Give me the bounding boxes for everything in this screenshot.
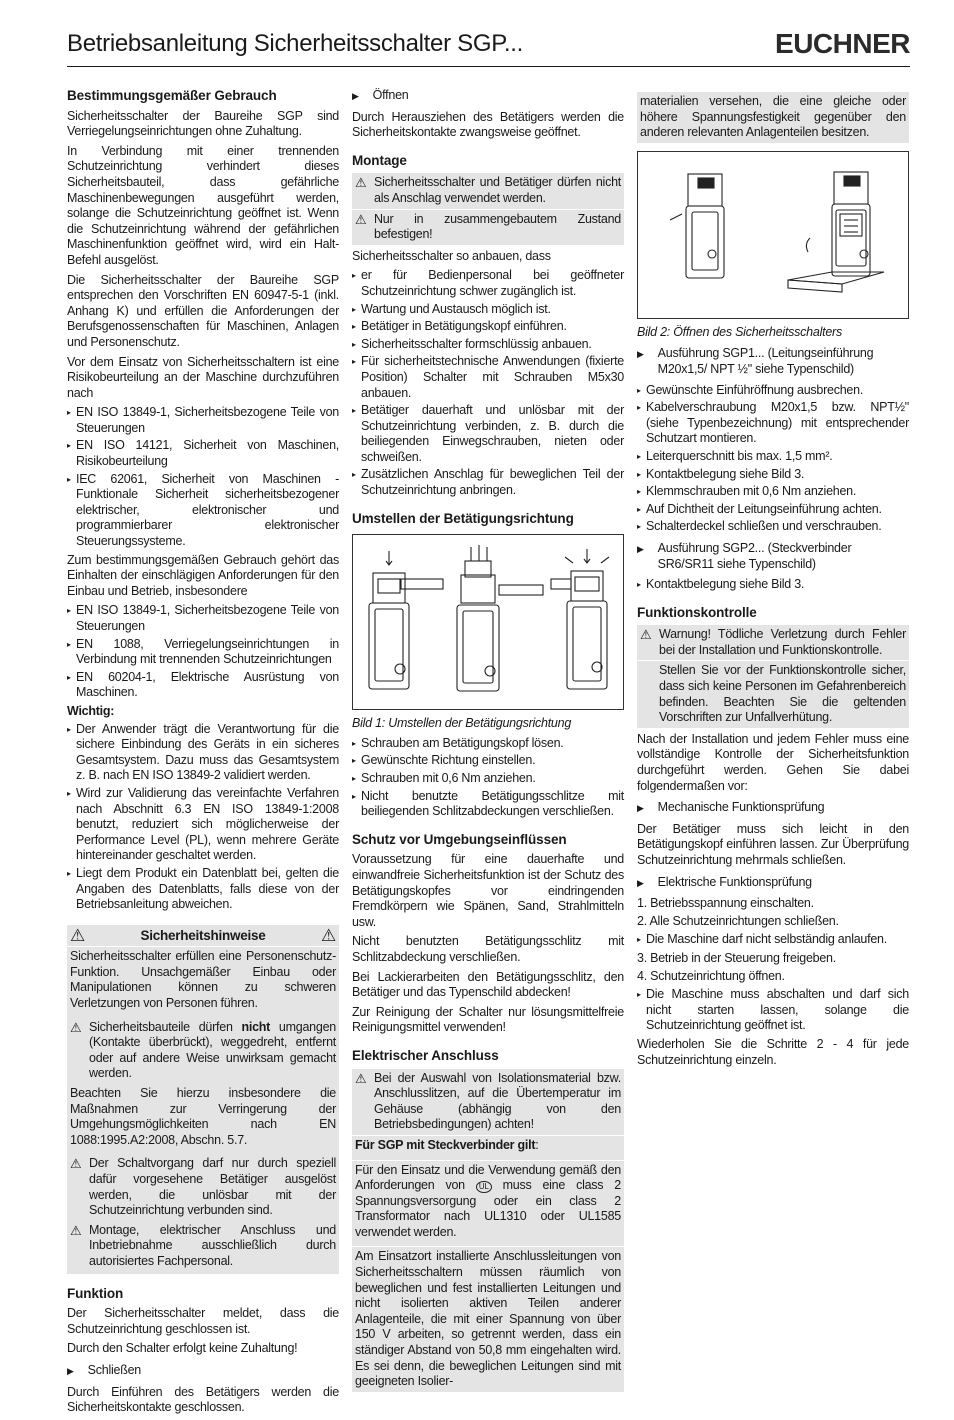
umstellen-list — [352, 736, 624, 820]
page-header — [67, 24, 910, 67]
list-item: ▸ Klemmschrauben mit 0,6 Nm anziehen. — [637, 484, 909, 500]
warning-text: umgangen (Kontakte überbrückt), weggedreht, entfernt oder auf andere Weise unwirksam gemacht werden. — [89, 1019, 336, 1081]
column-2 — [352, 88, 624, 1396]
paragraph: Am Einsatzort installierte Anschlussleitungen von Sicherheitsschaltern müssen räumlich von beweglichen und fest installierten Leitungen und nicht isolierten aktiven Teilen anderer Anlagenteile, die mit einer Spannung von über 150 V arbeiten, so getrennt werden, dass ein ständiger Abstand von 50,8 mm eingehalten wird. Es sei denn, die beweglichen Leitungen sind mit geeigneten Isolier- — [352, 1246, 624, 1391]
list-item: ▸ Kontaktbelegung siehe Bild 3. — [637, 467, 909, 483]
warning-triangle-icon: ⚠ — [321, 925, 336, 945]
sgp1-list — [637, 383, 909, 535]
warning-text: Sicherheitsbauteile dürfen — [89, 1019, 242, 1034]
safety-box — [67, 925, 339, 1274]
list-item: ▸ EN ISO 13849-1, Sicherheitsbezogene Teile von Steuerungen — [67, 603, 339, 634]
sgp2-list — [637, 577, 909, 593]
list-item: ▸ Wird zur Validierung das vereinfachte Verfahren nach Abschnitt 6.3 EN ISO 13849-1:2008 benutzt, reduziert sich möglicherweise der Performance Level (PL), wenn mehrere Geräte hintereinander geschaltet werden. — [67, 786, 339, 864]
paragraph: muss eine class 2 Spannungsversorgung oder ein class 2 Transformator nach UL1310 oder UL1585 verwendet werden. — [355, 1178, 621, 1239]
subheading-text: Ausführung SGP1... (Leitungseinführung M20x1,5/ NPT ½" siehe Typenschild) — [657, 346, 874, 376]
list-item: ▸ Schalterdeckel schließen und verschrauben. — [637, 519, 909, 535]
warning-text: Montage, elektrischer Anschluss und Inbetriebnahme ausschließlich durch autorisiertes Fachpersonal. — [89, 1222, 336, 1268]
arrow-right-icon: ▶ — [637, 543, 644, 554]
switch-actuating-direction-drawing — [353, 535, 623, 709]
paragraph: In Verbindung mit einer trennenden Schutzeinrichtung verhindert dieses Sicherheitsbauteil, dass gefährliche Maschinenbewegungen ausgeführt werden, solange die Schutzeinrichtung geöffnet ist. Wenn die Schutzeinrichtung während der gefährlichen Maschinenfunktion geöffnet wird, wird ein Halt-Befehl ausgelöst. — [67, 143, 339, 267]
paragraph: Vor dem Einsatz von Sicherheitsschaltern ist eine Risikobeurteilung an der Maschine durchzuführen nach — [67, 354, 339, 400]
list-item: ▸ EN 1088, Verriegelungseinrichtungen in Verbindung mit trennenden Schutzeinrichtungen — [67, 637, 339, 668]
document-title: Betriebsanleitung Sicherheitsschalter SGP... — [67, 30, 523, 57]
arrow-right-icon: ▶ — [352, 91, 359, 101]
test-result-list — [637, 987, 909, 1034]
test-steps-list — [637, 951, 909, 984]
list-item: ▸ Schrauben am Betätigungskopf lösen. — [352, 736, 624, 752]
list-item: ▸ Gewünschte Richtung einstellen. — [352, 753, 624, 769]
step-item: 4. Schutzeinrichtung öffnen. — [637, 968, 785, 983]
requirements-list — [67, 603, 339, 701]
heading-funktion: Funktion — [67, 1285, 124, 1301]
step-item: 1. Betriebsspannung einschalten. — [637, 896, 814, 911]
list-item: ▸ EN ISO 13849-1, Sicherheitsbezogene Teile von Steuerungen — [67, 405, 339, 436]
warning-note — [67, 1154, 339, 1220]
list-item: ▸ Nicht benutzte Betätigungsschlitze mit beiliegenden Schlitzabdeckungen verschließen. — [352, 789, 624, 820]
list-item: ▸ Auf Dichtheit der Leitungseinführung achten. — [637, 502, 909, 518]
list-item: ▸ Sicherheitsschalter formschlüssig anbauen. — [352, 337, 624, 353]
figure-1-caption: Bild 1: Umstellen der Betätigungsrichtung — [352, 716, 572, 731]
list-item: ▸ Betätiger dauerhaft und unlösbar mit der Schutzeinrichtung verbinden, z. B. durch die beiliegenden Einwegschrauben, nieten oder schweißen. — [352, 403, 624, 465]
paragraph: Bei Lackierarbeiten den Betätigungsschlitz, den Betätiger und das Typenschild abdecken! — [352, 969, 624, 1000]
list-item: ▸ Leiterquerschnitt bis max. 1,5 mm². — [637, 449, 909, 465]
funktionskontrolle-warning-box — [637, 625, 909, 728]
subheading-text: Elektrische Funktionsprüfung — [657, 874, 812, 889]
column-3 — [637, 92, 909, 1072]
list-item: ▸ EN 60204-1, Elektrische Ausrüstung von Maschinen. — [67, 670, 339, 701]
list-item: ▸ IEC 62061, Sicherheit von Maschinen - Funktionale Sicherheit sicherheitsbezogener elektrischer, elektronischer und programmierbarer elektronischer Steuerungssysteme. — [67, 472, 339, 550]
warning-text: Sicherheitsschalter und Betätiger dürfen nicht als Anschlag verwendet werden. — [374, 175, 621, 205]
list-item: ▸ Kabelverschraubung M20x1,5 bzw. NPT½" (siehe Typenbezeichnung) mit entsprechender Schutzart montieren. — [637, 400, 909, 447]
warning-triangle-icon: ⚠ — [355, 175, 367, 191]
paragraph: Der Betätiger muss sich leicht in den Betätigungskopf einführen lassen. Zur Überprüfung Schutzeinrichtung mehrmals schließen. — [637, 821, 909, 867]
heading-bestimmung: Bestimmungsgemäßer Gebrauch — [67, 88, 277, 103]
list-item: ▸ Für sicherheitstechnische Anwendungen (fixierte Position) Schalter mit Schrauben M5x30 anbauen. — [352, 354, 624, 401]
subheading-sgp1 — [637, 346, 909, 377]
paragraph: Zum bestimmungsgemäßen Gebrauch gehört das Einhalten der einschlägigen Anforderungen für den Einbau und Betrieb, insbesondere — [67, 552, 339, 598]
warning-note — [67, 1221, 339, 1274]
list-item: ▸ Schrauben mit 0,6 Nm anziehen. — [352, 771, 624, 787]
warning-text: Bei der Auswahl von Isolationsmaterial bzw. Anschlusslitzen, auf die Übertemperatur im Gehäuse (abhängig von den Betriebsbedingungen) achten! — [374, 1070, 621, 1132]
paragraph: Wiederholen Sie die Schritte 2 - 4 für jede Schutzeinrichtung einzeln. — [637, 1036, 909, 1067]
paragraph: Sicherheitsschalter der Baureihe SGP sind Verriegelungseinrichtungen ohne Zuhaltung. — [67, 108, 339, 139]
important-list — [67, 722, 339, 913]
paragraph: Nicht benutzten Betätigungsschlitz mit Schlitzabdeckung verschließen. — [352, 934, 624, 964]
list-item: ▸ Die Maschine muss abschalten und darf sich nicht starten lassen, solange die Schutzeinrichtung geöffnet ist. — [637, 987, 909, 1034]
test-result-list — [637, 932, 909, 948]
warning-text: Warnung! Tödliche Verletzung durch Fehler bei der Installation und Funktionskontrolle. — [659, 627, 906, 657]
column-1 — [67, 88, 339, 1420]
paragraph: Durch den Schalter erfolgt keine Zuhaltung! — [67, 1341, 298, 1356]
heading-funktionskontrolle: Funktionskontrolle — [637, 604, 757, 620]
warning-triangle-icon: ⚠ — [70, 1222, 82, 1238]
safety-box-header — [67, 925, 339, 948]
list-item: ▸ Die Maschine darf nicht selbständig anlaufen. — [637, 932, 909, 948]
step-item: 2. Alle Schutzeinrichtungen schließen. — [637, 913, 839, 928]
warning-note — [352, 209, 624, 245]
ul-listing-mark-icon: UL — [476, 1181, 492, 1193]
heading-elektrisch: Elektrischer Anschluss — [352, 1047, 499, 1063]
warning-note — [637, 625, 909, 660]
subheading-schliessen — [67, 1363, 339, 1380]
warning-triangle-icon: ⚠ — [70, 925, 85, 945]
connector-note-label: Für SGP mit Steckverbinder gilt — [355, 1137, 536, 1152]
list-item: ▸ Wartung und Austausch möglich ist. — [352, 302, 624, 318]
paragraph: Durch Einführen des Betätigers werden die Sicherheitskontakte geschlossen. — [67, 1384, 339, 1415]
warning-note — [67, 1018, 339, 1084]
emphasis: nicht — [241, 1019, 271, 1034]
arrow-right-icon: ▶ — [67, 1365, 74, 1376]
paragraph: Beachten Sie hierzu insbesondere die Maßnahmen zur Verringerung der Umgehungsmöglichkeiten nach EN 1088:1995.A2:2008, Abschn. 5.7. — [70, 1086, 336, 1147]
heading-schutz: Schutz vor Umgebungseinflüssen — [352, 831, 567, 847]
list-item: ▸ Kontaktbelegung siehe Bild 3. — [637, 577, 909, 593]
figure-2-illustration — [637, 151, 909, 319]
paragraph: Zur Reinigung der Schalter nur lösungsmittelfreie Reinigungsmittel verwenden! — [352, 1004, 624, 1035]
test-steps-list — [637, 896, 909, 929]
montage-list — [352, 268, 624, 498]
arrow-right-icon: ▶ — [637, 803, 644, 814]
switch-opening-drawing — [638, 152, 908, 318]
list-item: ▸ Betätiger in Betätigungskopf einführen. — [352, 319, 624, 335]
warning-note — [637, 660, 909, 727]
subheading-text: Ausführung SGP2... (Steckverbinder SR6/SR11 siehe Typenschild) — [657, 540, 852, 571]
montage-warning-box — [352, 173, 624, 244]
warning-text: Nur in zusammengebautem Zustand befestigen! — [374, 211, 621, 242]
warning-text: Stellen Sie vor der Funktionskontrolle sicher, dass sich keine Personen im Gefahrenbereich befinden. Beachten Sie die geltenden Vorschriften zur Unfallverhütung. — [659, 663, 906, 725]
subheading-text: Öffnen — [372, 88, 409, 102]
wichtig-label: Wichtig: — [67, 703, 115, 718]
figure-2-caption: Bild 2: Öffnen des Sicherheitsschalters — [637, 324, 842, 339]
warning-note — [352, 173, 624, 208]
arrow-right-icon: ▶ — [637, 349, 644, 360]
list-item: ▸ Liegt dem Produkt ein Datenblatt bei, gelten die Angaben des Datenblatts, falls diese von der Betriebsanleitung abweichen. — [67, 866, 339, 913]
arrow-right-icon: ▶ — [637, 877, 644, 888]
list-item: ▸ Zusätzlichen Anschlag für beweglichen Teil der Schutzeinrichtung anbringen. — [352, 467, 624, 498]
warning-triangle-icon: ⚠ — [70, 1019, 82, 1035]
heading-umstellen: Umstellen der Betätigungsrichtung — [352, 510, 574, 526]
step-item: 3. Betrieb in der Steuerung freigeben. — [637, 950, 836, 965]
colon: : — [535, 1137, 539, 1152]
elektrisch-box-continued — [637, 92, 909, 143]
paragraph: Für den Einsatz und die Verwendung gemäß den Anforderungen von — [355, 1162, 621, 1193]
warning-triangle-icon: ⚠ — [355, 1070, 367, 1086]
list-item: ▸ Der Anwender trägt die Verantwortung für die sichere Einbindung des Geräts in ein sicheres Gesamtsystem. Dazu muss das Gesamtsystem z. B. nach EN ISO 13849-2 validiert werden. — [67, 722, 339, 784]
brand-logo: EUCHNER — [775, 28, 910, 59]
elektrisch-box — [352, 1069, 624, 1392]
safety-box-title: Sicherheitshinweise — [140, 927, 266, 943]
paragraph: Nach der Installation und jedem Fehler muss eine vollständige Kontrolle der Sicherheitsfunktion durchgeführt werden. Gehen Sie dabei folgendermaßen vor: — [637, 731, 909, 793]
paragraph: Voraussetzung für eine dauerhafte und einwandfreie Sicherheitsfunktion ist der Schutz des Betätigungskopfes vor eindringenden Fremdkörpern wie Spänen, Sand, Strahlmitteln usw. — [352, 852, 624, 929]
subheading-sgp2 — [637, 541, 909, 572]
paragraph: Der Sicherheitsschalter meldet, dass die Schutzeinrichtung geschlossen ist. — [67, 1306, 339, 1336]
subheading-elektrisch — [637, 875, 909, 892]
subheading-mechanisch — [637, 800, 909, 817]
heading-montage: Montage — [352, 152, 407, 168]
warning-triangle-icon: ⚠ — [640, 627, 652, 643]
warning-triangle-icon: ⚠ — [70, 1156, 82, 1172]
paragraph: materialien versehen, die eine gleiche oder höhere Spannungsfestigkeit gegenüber den anderen relevanten Anlagenteilen besitzen. — [640, 94, 906, 140]
warning-note — [352, 1069, 624, 1135]
paragraph: Sicherheitsschalter erfüllen eine Personenschutz-Funktion. Unsachgemäßer Einbau oder Manipulationen können zu schweren Verletzungen von Personen führen. — [70, 949, 336, 1011]
warning-text: Der Schaltvorgang darf nur durch speziell dafür vorgesehene Betätiger ausgelöst werden, die unlösbar mit der Schutzeinrichtung verbunden sind. — [89, 1156, 336, 1218]
list-item: ▸ EN ISO 14121, Sicherheit von Maschinen, Risikobeurteilung — [67, 438, 339, 469]
subheading-oeffnen — [352, 88, 624, 105]
subheading-text: Mechanische Funktionsprüfung — [657, 800, 825, 815]
paragraph: Durch Herausziehen des Betätigers werden die Sicherheitskontakte zwangsweise geöffnet. — [352, 109, 624, 140]
figure-1-illustration — [352, 534, 624, 710]
standards-list — [67, 405, 339, 549]
paragraph: Die Sicherheitsschalter der Baureihe SGP entsprechen den Vorschriften EN 60947-5-1 (inkl. Anhang K) und erfüllen die Anforderungen der Berufsgenossenschaften für Maschinen, Anlagen und Personenschutz. — [67, 272, 339, 349]
subheading-text: Schließen — [87, 1362, 142, 1377]
paragraph: Sicherheitsschalter so anbauen, dass — [352, 248, 551, 263]
warning-triangle-icon: ⚠ — [355, 211, 367, 227]
list-item: ▸ er für Bedienpersonal bei geöffneter Schutzeinrichtung schwer zugänglich ist. — [352, 268, 624, 299]
list-item: ▸ Gewünschte Einführöffnung ausbrechen. — [637, 383, 909, 399]
